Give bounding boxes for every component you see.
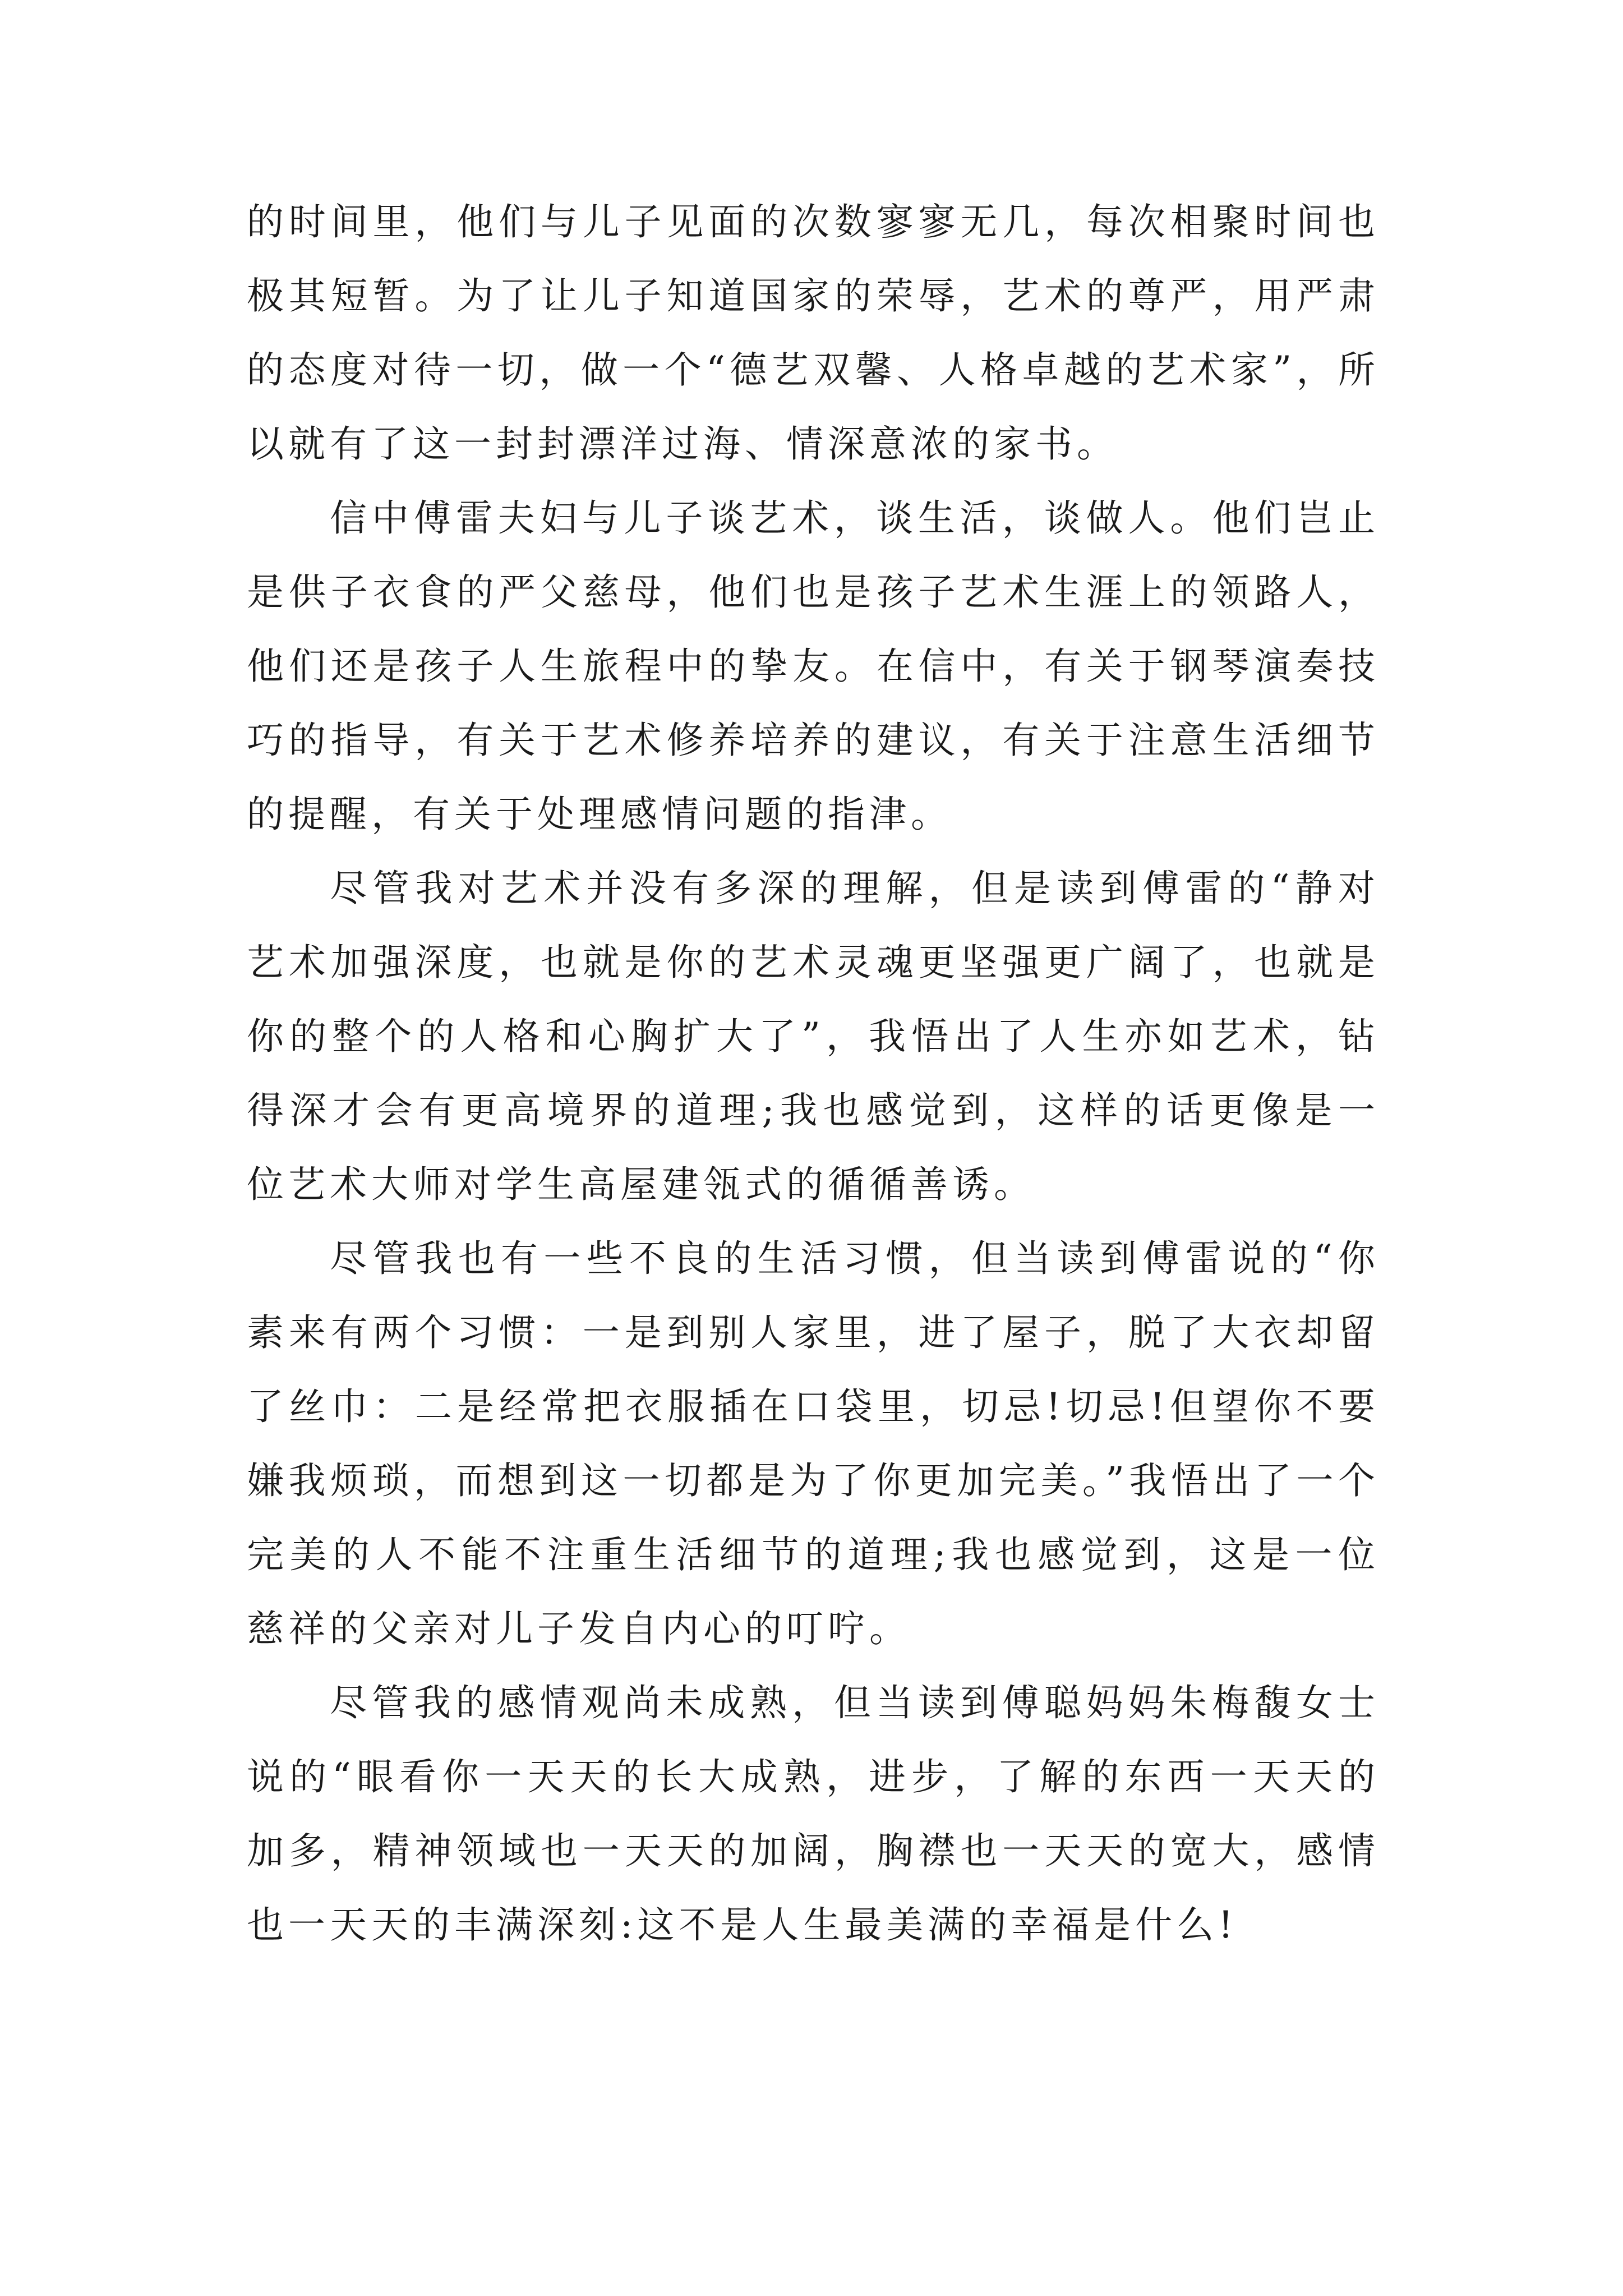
paragraph-4: 尽管我也有一些不良的生活习惯，但当读到傅雷说的“你素来有两个习惯：一是到别人家里，进了屋子，脱了大衣却留了丝巾：二是经常把衣服插在口袋里，切忌!切忌!但望你不要嫌我烦琐，而想到这一切都是为了你更加完美。”我悟出了一个完美的人不能不注重生活细节的道理;我也感觉到，这是一位慈祥的父亲对儿子发自内心的叮咛。 [247,1237,1380,1650]
body-text [247,185,1380,1962]
paragraph-3: 尽管我对艺术并没有多深的理解，但是读到傅雷的“静对艺术加强深度，也就是你的艺术灵魂更坚强更广阔了，也就是你的整个的人格和心胸扩大了”，我悟出了人生亦如艺术，钻得深才会有更高境界的道理;我也感觉到，这样的话更像是一位艺术大师对学生高屋建瓴式的循循善诱。 [247,867,1380,1206]
paragraph-1: 的时间里，他们与儿子见面的次数寥寥无几，每次相聚时间也极其短暂。为了让儿子知道国家的荣辱，艺术的尊严，用严肃的态度对待一切，做一个“德艺双馨、人格卓越的艺术家”，所以就有了这一封封漂洋过海、情深意浓的家书。 [247,200,1380,466]
paragraph-5: 尽管我的感情观尚未成熟，但当读到傅聪妈妈朱梅馥女士说的“眼看你一天天的长大成熟，进步，了解的东西一天天的加多，精神领域也一天天的加阔，胸襟也一天天的宽大，感情也一天天的丰满深刻:这不是人生最美满的幸福是什么! [247,1681,1380,1947]
paragraph-2: 信中傅雷夫妇与儿子谈艺术，谈生活，谈做人。他们岂止是供子衣食的严父慈母，他们也是孩子艺术生涯上的领路人，他们还是孩子人生旅程中的挚友。在信中，有关于钢琴演奏技巧的指导，有关于艺术修养培养的建议，有关于注意生活细节的提醒，有关于处理感情问题的指津。 [247,496,1380,836]
